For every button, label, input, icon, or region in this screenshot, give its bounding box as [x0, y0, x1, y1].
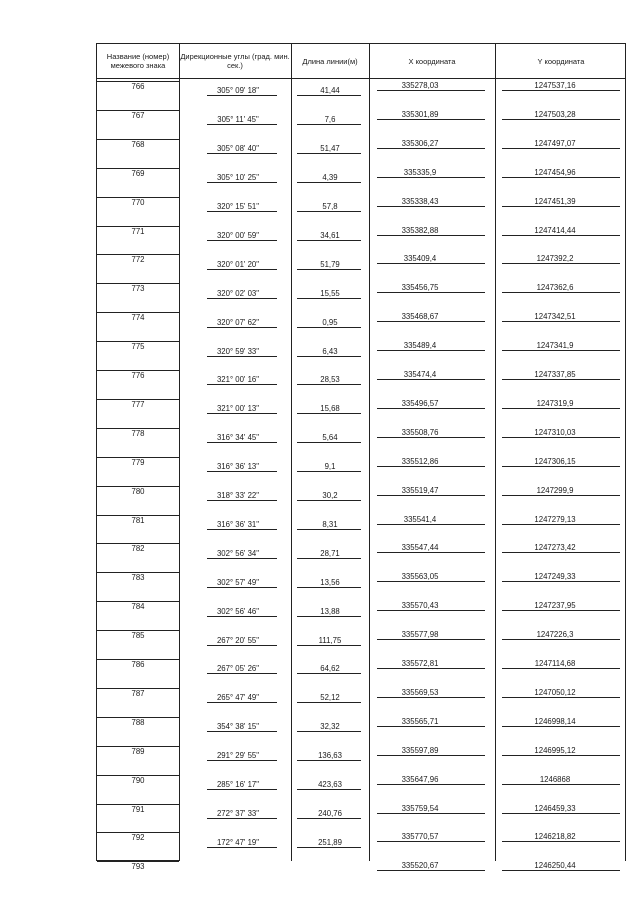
direction-angle: 318° 33' 22"	[216, 491, 260, 501]
row-rule	[297, 298, 361, 299]
row-rule	[502, 206, 620, 207]
row-rule	[377, 177, 485, 178]
y-coordinate: 1247341,9	[536, 341, 574, 351]
x-coordinate: 335570,43	[401, 601, 439, 611]
line-length: 51,47	[320, 144, 340, 154]
row-rule	[502, 610, 620, 611]
row-rule	[207, 95, 277, 96]
line-length: 34,61	[320, 230, 340, 240]
x-coordinate: 335577,98	[401, 630, 439, 640]
x-coordinate: 335301,89	[401, 109, 439, 119]
row-rule	[377, 639, 485, 640]
row-rule	[207, 558, 277, 559]
row-rule	[297, 442, 361, 443]
row-rule	[297, 356, 361, 357]
point-number: 787	[131, 688, 145, 698]
direction-angle: 172° 47' 19"	[216, 837, 260, 847]
line-length: 4,39	[322, 173, 338, 183]
row-rule	[502, 263, 620, 264]
row-rule	[502, 90, 620, 91]
column-divider	[495, 43, 496, 861]
row-rule	[207, 153, 277, 154]
point-number: 768	[131, 139, 145, 149]
row-rule	[502, 581, 620, 582]
y-coordinate: 1247497,07	[534, 138, 576, 148]
row-rule	[377, 148, 485, 149]
direction-angle: 305° 11' 45"	[217, 115, 259, 125]
row-rule	[377, 408, 485, 409]
row-rule	[502, 784, 620, 785]
x-coordinate: 335508,76	[401, 427, 439, 437]
row-rule	[297, 587, 361, 588]
point-number: 786	[131, 660, 145, 669]
row-rule	[502, 726, 620, 727]
line-length: 57,8	[322, 202, 338, 212]
x-coordinate: 335338,43	[401, 196, 439, 206]
direction-angle: 320° 59' 33"	[216, 346, 260, 356]
row-rule	[97, 659, 179, 660]
row-rule	[377, 379, 485, 380]
row-rule	[297, 500, 361, 501]
header-length: Длина линии(м)	[302, 56, 358, 66]
x-coordinate: 335647,96	[401, 774, 439, 784]
column-divider	[369, 43, 370, 861]
row-rule	[97, 746, 179, 747]
y-coordinate: 1247392,2	[536, 254, 574, 264]
point-number: 792	[131, 833, 145, 843]
row-rule	[502, 292, 620, 293]
row-rule	[502, 552, 620, 553]
row-rule	[377, 495, 485, 496]
y-coordinate: 1247362,6	[536, 283, 574, 293]
row-rule	[207, 587, 277, 588]
row-rule	[207, 500, 277, 501]
y-coordinate: 1246868	[539, 774, 571, 784]
row-rule	[377, 697, 485, 698]
header-y: Y координата	[537, 56, 585, 66]
x-coordinate: 335456,75	[401, 283, 439, 293]
point-number: 793	[131, 862, 145, 872]
y-coordinate: 1247342,51	[534, 312, 576, 322]
row-rule	[377, 524, 485, 525]
row-rule	[207, 442, 277, 443]
row-rule	[97, 486, 179, 487]
row-rule	[297, 384, 361, 385]
row-rule	[297, 558, 361, 559]
point-number: 780	[131, 486, 145, 496]
row-rule	[97, 688, 179, 689]
y-coordinate: 1247451,39	[534, 196, 576, 206]
row-rule	[502, 437, 620, 438]
row-rule	[97, 312, 179, 313]
direction-angle: 320° 00' 59"	[216, 230, 260, 240]
column-divider	[179, 43, 180, 861]
row-rule	[207, 673, 277, 674]
y-coordinate: 1247503,28	[534, 109, 576, 119]
point-number: 767	[131, 110, 145, 120]
row-rule	[502, 466, 620, 467]
row-rule	[207, 702, 277, 703]
row-rule	[97, 861, 179, 862]
point-number: 774	[131, 313, 145, 323]
direction-angle: 320° 01' 20"	[216, 259, 260, 269]
point-number: 789	[131, 746, 145, 756]
row-rule	[207, 760, 277, 761]
point-number: 782	[131, 544, 145, 554]
x-coordinate: 335306,27	[401, 138, 439, 148]
x-coordinate: 335409,4	[403, 254, 437, 264]
point-number: 766	[131, 82, 145, 91]
point-number: 784	[131, 602, 145, 612]
row-rule	[377, 437, 485, 438]
x-coordinate: 335541,4	[403, 514, 437, 524]
row-rule	[297, 124, 361, 125]
row-rule	[377, 784, 485, 785]
y-coordinate: 1247310,03	[534, 427, 576, 437]
row-rule	[207, 731, 277, 732]
row-rule	[297, 847, 361, 848]
row-rule	[297, 818, 361, 819]
row-rule	[377, 755, 485, 756]
line-length: 13,88	[320, 606, 340, 616]
direction-angle: 267° 05' 26"	[216, 664, 260, 674]
row-rule	[377, 552, 485, 553]
direction-angle: 302° 56' 34"	[216, 548, 260, 558]
line-length: 251,89	[318, 837, 342, 847]
y-coordinate: 1247454,96	[534, 167, 576, 177]
row-rule	[207, 240, 277, 241]
direction-angle: 321° 00' 16"	[216, 375, 260, 385]
x-coordinate: 335278,03	[401, 81, 439, 90]
row-rule	[97, 283, 179, 284]
x-coordinate: 335759,54	[401, 803, 439, 813]
row-rule	[207, 124, 277, 125]
row-rule	[207, 818, 277, 819]
row-rule	[502, 813, 620, 814]
row-rule	[97, 370, 179, 371]
header-x: X координата	[408, 56, 456, 66]
row-rule	[97, 601, 179, 602]
row-rule	[207, 384, 277, 385]
row-rule	[97, 717, 179, 718]
x-coordinate: 335382,88	[401, 225, 439, 235]
row-rule	[97, 81, 179, 82]
line-length: 64,62	[320, 664, 340, 674]
line-length: 32,32	[320, 722, 340, 732]
y-coordinate: 1246250,44	[534, 861, 576, 871]
row-rule	[297, 731, 361, 732]
direction-angle: 320° 15' 51"	[216, 202, 260, 212]
row-rule	[207, 616, 277, 617]
column-divider	[291, 43, 292, 861]
row-rule	[97, 428, 179, 429]
table-header	[97, 43, 625, 79]
row-rule	[97, 254, 179, 255]
row-rule	[502, 639, 620, 640]
point-number: 781	[131, 515, 145, 525]
coordinates-table	[96, 43, 626, 872]
row-rule	[377, 581, 485, 582]
line-length: 28,53	[320, 375, 340, 385]
y-coordinate: 1246995,12	[534, 745, 576, 755]
y-coordinate: 1247299,9	[536, 485, 574, 495]
point-number: 776	[131, 371, 145, 380]
row-rule	[207, 211, 277, 212]
row-rule	[502, 350, 620, 351]
row-rule	[377, 466, 485, 467]
x-coordinate: 335474,4	[403, 370, 437, 379]
direction-angle: 305° 08' 40"	[216, 144, 260, 154]
row-rule	[97, 341, 179, 342]
line-length: 9,1	[324, 462, 336, 472]
line-length: 51,79	[320, 259, 340, 269]
direction-angle: 316° 34' 45"	[216, 433, 260, 443]
x-coordinate: 335572,81	[401, 659, 439, 668]
x-coordinate: 335520,67	[401, 861, 439, 871]
row-rule	[502, 668, 620, 669]
line-length: 5,64	[322, 433, 338, 443]
row-rule	[297, 702, 361, 703]
row-rule	[377, 813, 485, 814]
line-length: 8,31	[322, 519, 338, 529]
row-rule	[502, 321, 620, 322]
row-rule	[97, 543, 179, 544]
point-number: 769	[131, 168, 145, 178]
row-rule	[502, 755, 620, 756]
row-rule	[377, 870, 485, 871]
point-number: 772	[131, 255, 145, 265]
line-length: 13,56	[320, 577, 340, 587]
direction-angle: 316° 36' 13"	[216, 462, 260, 472]
row-rule	[97, 197, 179, 198]
point-number: 785	[131, 631, 145, 641]
direction-angle: 305° 10' 25"	[216, 173, 260, 183]
y-coordinate: 1247114,68	[534, 659, 576, 668]
x-coordinate: 335597,89	[401, 745, 439, 755]
row-rule	[97, 515, 179, 516]
x-coordinate: 335468,67	[401, 312, 439, 322]
row-rule	[502, 697, 620, 698]
row-rule	[502, 408, 620, 409]
row-rule	[207, 182, 277, 183]
y-coordinate: 1246459,33	[534, 803, 576, 813]
row-rule	[207, 298, 277, 299]
row-rule	[377, 841, 485, 842]
line-length: 6,43	[322, 346, 338, 356]
row-rule	[297, 789, 361, 790]
y-coordinate: 1247050,12	[534, 687, 576, 697]
point-number: 775	[131, 342, 145, 352]
row-rule	[377, 321, 485, 322]
x-coordinate: 335569,53	[401, 687, 439, 697]
y-coordinate: 1247279,13	[534, 514, 576, 524]
row-rule	[502, 235, 620, 236]
line-length: 28,71	[320, 548, 340, 558]
table-bottom-rule	[97, 860, 179, 861]
row-rule	[207, 789, 277, 790]
row-rule	[502, 870, 620, 871]
row-rule	[377, 90, 485, 91]
row-rule	[207, 356, 277, 357]
direction-angle: 291° 29' 55"	[216, 751, 260, 761]
line-length: 15,68	[320, 404, 340, 414]
row-rule	[297, 616, 361, 617]
x-coordinate: 335770,57	[401, 832, 439, 842]
line-length: 15,55	[320, 288, 340, 298]
direction-angle: 305° 09' 18"	[216, 86, 260, 96]
row-rule	[502, 119, 620, 120]
row-rule	[207, 471, 277, 472]
row-rule	[297, 760, 361, 761]
point-number: 790	[131, 775, 145, 785]
row-rule	[207, 645, 277, 646]
direction-angle: 302° 57' 49"	[216, 577, 260, 587]
x-coordinate: 335512,86	[401, 456, 439, 466]
row-rule	[297, 673, 361, 674]
row-rule	[97, 226, 179, 227]
line-length: 0,95	[322, 317, 338, 327]
line-length: 240,76	[318, 808, 342, 818]
row-rule	[97, 399, 179, 400]
y-coordinate: 1247273,42	[534, 543, 576, 553]
y-coordinate: 1246218,82	[534, 832, 576, 842]
row-rule	[97, 168, 179, 169]
point-number: 770	[131, 197, 145, 207]
row-rule	[297, 413, 361, 414]
row-rule	[97, 775, 179, 776]
row-rule	[97, 457, 179, 458]
row-rule	[97, 804, 179, 805]
row-rule	[377, 292, 485, 293]
x-coordinate: 335519,47	[401, 485, 439, 495]
x-coordinate: 335565,71	[401, 716, 439, 726]
row-rule	[207, 327, 277, 328]
row-rule	[97, 572, 179, 573]
direction-angle: 354° 38' 15"	[216, 722, 260, 732]
row-rule	[377, 350, 485, 351]
point-number: 779	[131, 457, 145, 467]
row-rule	[297, 529, 361, 530]
row-rule	[297, 153, 361, 154]
row-rule	[502, 524, 620, 525]
row-rule	[97, 630, 179, 631]
x-coordinate: 335563,05	[401, 572, 439, 582]
row-rule	[207, 529, 277, 530]
row-rule	[377, 610, 485, 611]
row-rule	[297, 182, 361, 183]
line-length: 30,2	[322, 491, 338, 501]
point-number: 791	[131, 804, 145, 814]
header-angles: Дирекционные углы (град. мин. сек.)	[180, 52, 290, 70]
y-coordinate: 1247337,85	[534, 370, 576, 379]
header-name: Название (номер) межевого знака	[106, 52, 170, 70]
point-number: 788	[131, 717, 145, 727]
line-length: 136,63	[318, 751, 342, 761]
line-length: 111,75	[318, 635, 342, 645]
line-length: 52,12	[320, 693, 340, 703]
row-rule	[297, 211, 361, 212]
y-coordinate: 1247414,44	[534, 225, 576, 235]
y-coordinate: 1247319,9	[536, 398, 574, 408]
x-coordinate: 335489,4	[403, 341, 437, 351]
y-coordinate: 1247306,15	[534, 456, 576, 466]
direction-angle: 316° 36' 31"	[216, 519, 260, 529]
x-coordinate: 335547,44	[401, 543, 439, 553]
direction-angle: 320° 02' 03"	[216, 288, 260, 298]
point-number: 778	[131, 428, 145, 438]
row-rule	[207, 413, 277, 414]
row-rule	[297, 327, 361, 328]
y-coordinate: 1247249,33	[534, 572, 576, 582]
direction-angle: 272° 37' 33"	[216, 808, 260, 818]
y-coordinate: 1247237,95	[534, 601, 576, 611]
row-rule	[502, 495, 620, 496]
line-length: 41,44	[320, 86, 340, 96]
direction-angle: 320° 07' 62"	[216, 317, 260, 327]
y-coordinate: 1247537,16	[534, 81, 576, 90]
row-rule	[502, 148, 620, 149]
direction-angle: 285° 16' 17"	[216, 780, 260, 790]
line-length: 7,6	[324, 115, 336, 125]
point-number: 783	[131, 573, 145, 583]
direction-angle: 321° 00' 13"	[216, 404, 260, 414]
row-rule	[97, 832, 179, 833]
row-rule	[297, 645, 361, 646]
y-coordinate: 1247226,3	[536, 630, 574, 640]
row-rule	[207, 847, 277, 848]
row-rule	[377, 668, 485, 669]
row-rule	[297, 269, 361, 270]
row-rule	[207, 269, 277, 270]
direction-angle: 267° 20' 55"	[216, 635, 260, 645]
point-number: 777	[131, 399, 145, 409]
row-rule	[377, 726, 485, 727]
x-coordinate: 335496,57	[401, 398, 439, 408]
direction-angle: 302° 56' 46"	[216, 606, 260, 616]
x-coordinate: 335335,9	[403, 167, 437, 177]
row-rule	[297, 240, 361, 241]
row-rule	[97, 139, 179, 140]
row-rule	[377, 119, 485, 120]
row-rule	[377, 263, 485, 264]
y-coordinate: 1246998,14	[534, 716, 576, 726]
row-rule	[502, 379, 620, 380]
row-rule	[97, 110, 179, 111]
row-rule	[377, 235, 485, 236]
row-rule	[377, 206, 485, 207]
direction-angle: 265° 47' 49"	[216, 693, 260, 703]
row-rule	[502, 841, 620, 842]
point-number: 773	[131, 284, 145, 294]
row-rule	[297, 95, 361, 96]
row-rule	[297, 471, 361, 472]
line-length: 423,63	[318, 780, 342, 790]
row-rule	[502, 177, 620, 178]
point-number: 771	[131, 226, 145, 236]
